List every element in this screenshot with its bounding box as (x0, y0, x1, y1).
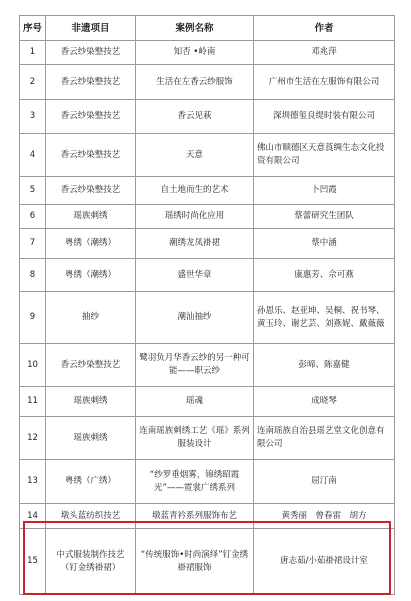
table-row (20, 205, 395, 229)
cell-project: 粤绣（广绣） (46, 460, 136, 504)
cell-author: 广州市生活在左服饰有限公司 (254, 65, 395, 100)
cell-case-name: 瑶魂 (136, 387, 254, 417)
cell-author: 成晓琴 (254, 387, 395, 417)
table-row (20, 100, 395, 134)
cell-project: 粤绣（潮绣） (46, 259, 136, 292)
cell-author: 蔡蕾研究生团队 (254, 205, 395, 229)
cell-project: 中式服装制作技艺（钉金绣褂裙） (46, 529, 136, 595)
cell-no: 11 (20, 387, 46, 417)
cell-project: 香云纱染整技艺 (46, 65, 136, 100)
cell-author: 唐志茹/小茹褂裙设计室 (254, 529, 395, 595)
table-header-row (20, 16, 395, 41)
cell-case-name: 天意 (136, 134, 254, 177)
table-row (20, 387, 395, 417)
cell-case-name: 盛世华章 (136, 259, 254, 292)
cell-no: 6 (20, 205, 46, 229)
cell-author: 卜凹霞 (254, 177, 395, 205)
header-no: 序号 (20, 16, 46, 41)
table-row (20, 41, 395, 65)
cell-project: 香云纱染整技艺 (46, 134, 136, 177)
cell-project: 香云纱染整技艺 (46, 177, 136, 205)
cell-case-name: 墩蓝青衿系列服饰布艺 (136, 504, 254, 529)
cell-project: 抽纱 (46, 292, 136, 344)
cell-author: 屈汀南 (254, 460, 395, 504)
cell-no: 7 (20, 229, 46, 259)
table-row (20, 417, 395, 460)
table-row (20, 504, 395, 529)
header-project: 非遗项目 (46, 16, 136, 41)
cell-author: 康惠芳、佘可燕 (254, 259, 395, 292)
table-row-highlighted (20, 529, 395, 595)
cell-project: 瑶族刺绣 (46, 387, 136, 417)
cell-author: 黄秀丽 曾春雷 胡方 (254, 504, 395, 529)
cell-author: 彭啼、陈嘉健 (254, 344, 395, 387)
cell-case-name: “纱罗垂烟雾，锦绣昭霞光”——霓裳广绣系列 (136, 460, 254, 504)
cell-no: 8 (20, 259, 46, 292)
cell-no: 2 (20, 65, 46, 100)
cell-case-name: 鹭羽负月华香云纱的另一种可能——职云纱 (136, 344, 254, 387)
cell-no: 12 (20, 417, 46, 460)
table-row (20, 229, 395, 259)
cell-case-name: “传统服饰•时尚演绎”钉金绣褂裙服饰 (136, 529, 254, 595)
cell-case-name: 生活在左香云纱服饰 (136, 65, 254, 100)
cell-author: 佛山市顺德区天意莨绸生态文化投资有限公司 (254, 134, 395, 177)
cell-no: 10 (20, 344, 46, 387)
cell-author: 深圳德玺良缇时装有限公司 (254, 100, 395, 134)
table-body (20, 41, 395, 595)
cell-no: 1 (20, 41, 46, 65)
header-author: 作者 (254, 16, 395, 41)
cell-project: 香云纱染整技艺 (46, 100, 136, 134)
cell-no: 14 (20, 504, 46, 529)
table-row (20, 344, 395, 387)
cell-author: 邓兆萍 (254, 41, 395, 65)
cell-no: 5 (20, 177, 46, 205)
table-row (20, 460, 395, 504)
cell-case-name: 知否 •岭南 (136, 41, 254, 65)
cell-no: 15 (20, 529, 46, 595)
cell-case-name: 潮汕抽纱 (136, 292, 254, 344)
table-row (20, 134, 395, 177)
cell-project: 瑶族刺绣 (46, 417, 136, 460)
cell-project: 瑶族刺绣 (46, 205, 136, 229)
cell-author: 蔡中涵 (254, 229, 395, 259)
heritage-case-table (19, 15, 395, 595)
table-row (20, 259, 395, 292)
table-row (20, 292, 395, 344)
cell-author: 连南瑶族自治县瑶艺堂文化创意有限公司 (254, 417, 395, 460)
cell-no: 13 (20, 460, 46, 504)
cell-case-name: 瑶绣时尚化应用 (136, 205, 254, 229)
cell-project: 香云纱染整技艺 (46, 344, 136, 387)
cell-author: 孙恩乐、赵亚坤、吴桐、祝书琴、黄玉玲、谢艺芸、刘燕妮、戴薇薇 (254, 292, 395, 344)
heritage-case-table-container (19, 15, 394, 595)
cell-case-name: 潮绣龙凤褂裙 (136, 229, 254, 259)
cell-case-name: 连南瑶族刺绣工艺《瑶》系列服装设计 (136, 417, 254, 460)
table-row (20, 65, 395, 100)
cell-project: 墩头蓝纺织技艺 (46, 504, 136, 529)
cell-case-name: 自土地而生的艺术 (136, 177, 254, 205)
header-case-name: 案例名称 (136, 16, 254, 41)
cell-project: 粤绣（潮绣） (46, 229, 136, 259)
cell-no: 4 (20, 134, 46, 177)
cell-case-name: 香云见萩 (136, 100, 254, 134)
cell-no: 3 (20, 100, 46, 134)
cell-project: 香云纱染整技艺 (46, 41, 136, 65)
cell-no: 9 (20, 292, 46, 344)
table-row (20, 177, 395, 205)
